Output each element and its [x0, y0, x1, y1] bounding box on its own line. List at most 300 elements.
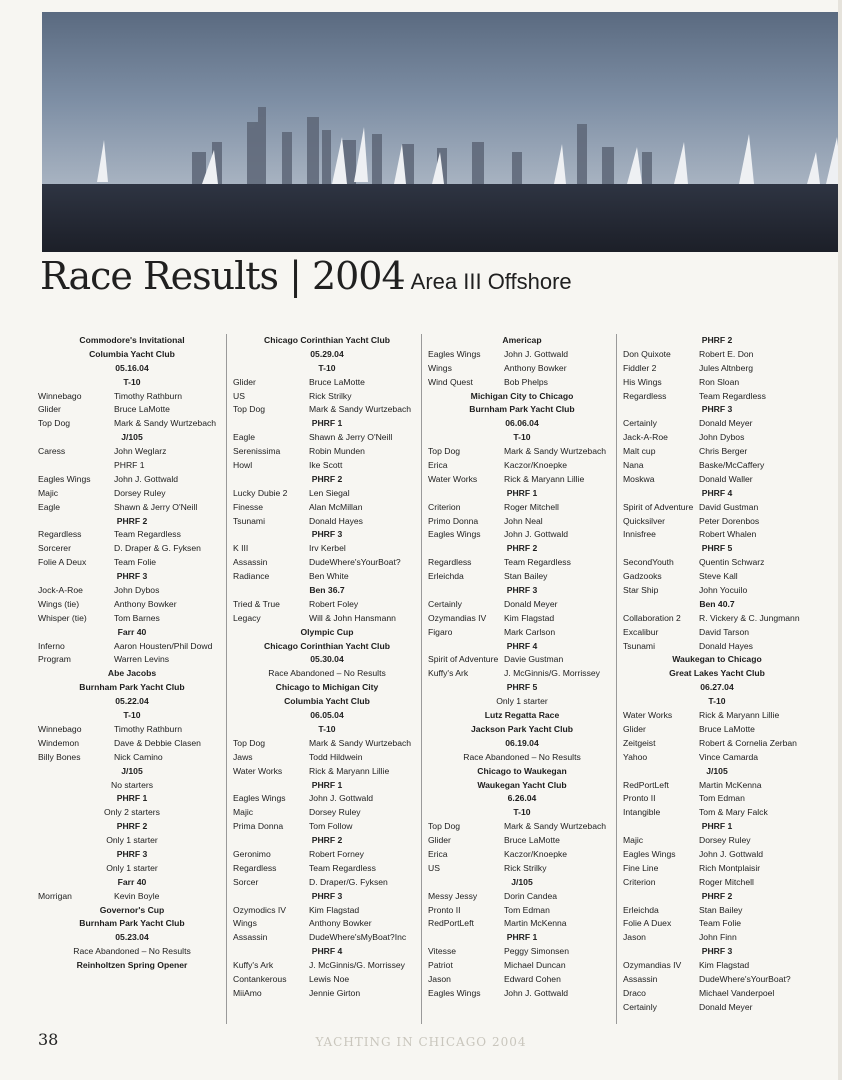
section-heading: Governor's Cup — [99, 904, 165, 915]
boat-name: Ozymandias IV — [623, 960, 682, 971]
result-entry — [38, 751, 226, 765]
boat-name: Caress — [38, 446, 66, 457]
result-entry — [428, 515, 616, 529]
boat-name: Erleichda — [623, 904, 659, 915]
result-entry — [38, 445, 226, 459]
section-heading: PHRF 3 — [701, 404, 733, 415]
result-entry — [38, 390, 226, 404]
boat-name: Jason — [428, 973, 451, 984]
result-entry — [428, 862, 616, 876]
boat-name: Water Works — [623, 710, 673, 721]
skipper-name: Warren Levins — [114, 654, 170, 665]
boat-name: SecondYouth — [623, 557, 674, 568]
result-entry — [233, 765, 421, 779]
result-entry — [38, 459, 226, 473]
result-entry — [623, 473, 811, 487]
skipper-name: PHRF 1 — [114, 460, 145, 471]
skipper-name: Aaron Housten/Phil Dowd — [114, 640, 213, 651]
boat-name: Innisfree — [623, 529, 656, 540]
result-entry — [233, 390, 421, 404]
skipper-name: Ben White — [309, 571, 349, 582]
boat-name: Primo Donna — [428, 515, 479, 526]
result-entry — [38, 723, 226, 737]
boat-name: Pronto II — [623, 793, 656, 804]
result-entry — [623, 501, 811, 515]
section-heading: PHRF 2 — [701, 890, 733, 901]
boat-name: Morrigan — [38, 890, 72, 901]
skipper-name: Dorsey Ruley — [114, 487, 166, 498]
boat-name: Contankerous — [233, 973, 287, 984]
result-entry — [428, 570, 616, 584]
boat-name: Certainly — [428, 598, 462, 609]
result-entry — [623, 751, 811, 765]
section-heading: PHRF 4 — [506, 640, 538, 651]
result-entry — [623, 806, 811, 820]
boat-name: Inferno — [38, 640, 65, 651]
skipper-name: Rick Strilky — [309, 390, 352, 401]
result-entry — [38, 487, 226, 501]
result-entry — [38, 653, 226, 667]
boat-name: Quicksilver — [623, 515, 666, 526]
skipper-name: Baske/McCaffery — [699, 460, 765, 471]
boat-name: Erica — [428, 848, 448, 859]
skipper-name: Mark & Sandy Wurtzebach — [309, 737, 412, 748]
section-heading: Commodore's Invitational — [79, 335, 185, 345]
boat-name: Ozymandias IV — [428, 612, 487, 623]
result-entry — [38, 403, 226, 417]
results-column-1 — [38, 334, 226, 973]
skipper-name: J. McGinnis/G. Morrissey — [504, 668, 600, 679]
result-entry — [428, 890, 616, 904]
result-entry — [623, 459, 811, 473]
skipper-name: Kim Flagstad — [504, 612, 555, 623]
boat-name: Intangible — [623, 807, 661, 818]
result-entry — [233, 542, 421, 556]
result-entry — [233, 792, 421, 806]
skipper-name: Dorsey Ruley — [309, 807, 361, 818]
boat-name: Top Dog — [428, 821, 461, 832]
skipper-name: Team Folie — [114, 557, 157, 568]
result-entry — [233, 487, 421, 501]
boat-name: Fine Line — [623, 862, 659, 873]
result-entry — [38, 417, 226, 431]
result-entry — [233, 848, 421, 862]
boat-name: MiiAmo — [233, 987, 262, 998]
boat-name: Wings — [233, 918, 257, 929]
boat-name: Ozymodics IV — [233, 904, 287, 915]
section-heading: Columbia Yacht Club — [284, 696, 370, 707]
section-heading: PHRF 3 — [116, 571, 148, 582]
boat-name: Don Quixote — [623, 348, 671, 359]
result-entry — [623, 612, 811, 626]
result-entry — [428, 501, 616, 515]
result-entry — [233, 820, 421, 834]
boat-name: Spirit of Adventure — [428, 654, 499, 665]
skipper-name: Rich Montplaisir — [699, 862, 761, 873]
section-heading: Abe Jacobs — [107, 668, 157, 679]
section-heading: Michigan City to Chicago — [470, 390, 574, 401]
boat-name: Patriot — [428, 960, 453, 971]
skipper-name: Kevin Boyle — [114, 890, 160, 901]
section-heading: PHRF 1 — [506, 932, 538, 943]
section-heading: PHRF 1 — [116, 793, 148, 804]
skipper-name: Quentin Schwarz — [699, 557, 765, 568]
boat-name: Draco — [623, 987, 646, 998]
skipper-name: John Dybos — [699, 432, 745, 443]
skipper-name: David Tarson — [699, 626, 749, 637]
boat-name: Regardless — [428, 557, 472, 568]
boat-name: Eagles Wings — [38, 473, 91, 484]
result-entry — [233, 987, 421, 1001]
boat-name: RedPortLeft — [623, 779, 669, 790]
skipper-name: Mark Carlson — [504, 626, 556, 637]
section-heading: PHRF 5 — [701, 543, 733, 554]
section-heading: PHRF 3 — [701, 946, 733, 957]
skipper-name: Len Siegal — [309, 487, 350, 498]
boat-name: Windemon — [38, 737, 80, 748]
skipper-name: Jules Altnberg — [699, 362, 753, 373]
skipper-name: Alan McMillan — [309, 501, 363, 512]
boat-name: Majic — [38, 487, 59, 498]
section-heading: Reinholtzen Spring Opener — [76, 960, 188, 971]
section-heading: T-10 — [318, 362, 336, 373]
skipper-name: Robin Munden — [309, 446, 365, 457]
result-entry — [233, 904, 421, 918]
section-heading: PHRF 2 — [701, 335, 733, 345]
skipper-name: J. McGinnis/G. Morrissey — [309, 960, 405, 971]
result-entry — [428, 348, 616, 362]
result-entry — [623, 362, 811, 376]
skipper-name: D. Draper/G. Fyksen — [309, 876, 388, 887]
skipper-name: Donald Meyer — [699, 1001, 753, 1012]
result-entry — [233, 445, 421, 459]
skipper-name: DudeWhere'sYourBoat? — [309, 557, 401, 568]
result-entry — [623, 640, 811, 654]
skipper-name: Timothy Rathburn — [114, 390, 182, 401]
section-heading: T-10 — [708, 696, 726, 707]
result-note: Race Abandoned – No Results — [268, 668, 386, 679]
page-subtitle: Area III Offshore — [410, 269, 572, 294]
boat-name — [38, 459, 114, 473]
result-entry — [428, 667, 616, 681]
boat-name: Collaboration 2 — [623, 612, 681, 623]
result-entry — [233, 917, 421, 931]
result-entry — [233, 403, 421, 417]
boat-name: Water Works — [233, 765, 283, 776]
skipper-name: Anthony Bowker — [114, 598, 177, 609]
result-entry — [38, 542, 226, 556]
section-heading: 05.29.04 — [310, 348, 344, 359]
section-heading: Waukegan Yacht Club — [477, 779, 567, 790]
section-heading: Farr 40 — [117, 626, 147, 637]
skipper-name: Donald Meyer — [699, 418, 753, 429]
result-entry — [428, 945, 616, 959]
skipper-name: Martin McKenna — [504, 918, 567, 929]
skipper-name: Dorsey Ruley — [699, 835, 751, 846]
section-heading: Ben 36.7 — [309, 585, 345, 596]
skipper-name: Steve Kall — [699, 571, 738, 582]
result-entry — [623, 445, 811, 459]
skipper-name: Kim Flagstad — [309, 904, 360, 915]
boat-name: Eagles Wings — [233, 793, 286, 804]
skipper-name: Todd Hildwein — [309, 751, 363, 762]
section-heading: PHRF 3 — [311, 529, 343, 540]
skipper-name: Team Regardless — [504, 557, 571, 568]
results-column-2 — [233, 334, 421, 1001]
result-entry — [623, 515, 811, 529]
column-divider — [226, 334, 227, 1024]
boat-name: Erica — [428, 460, 448, 471]
skipper-name: John Dybos — [114, 585, 160, 596]
result-entry — [428, 612, 616, 626]
boat-name: US — [233, 390, 245, 401]
boat-name: Eagles Wings — [428, 348, 481, 359]
section-heading: J/105 — [706, 765, 728, 776]
result-entry — [428, 459, 616, 473]
result-entry — [233, 751, 421, 765]
boat-name: Certainly — [623, 1001, 657, 1012]
skipper-name: David Gustman — [699, 501, 759, 512]
section-heading: T-10 — [318, 723, 336, 734]
skipper-name: Donald Waller — [699, 473, 753, 484]
skipper-name: Nick Camino — [114, 751, 163, 762]
skipper-name: John J. Gottwald — [504, 348, 569, 359]
section-heading: PHRF 1 — [506, 487, 538, 498]
section-heading: Great Lakes Yacht Club — [669, 668, 765, 679]
result-entry — [623, 626, 811, 640]
result-entry — [428, 904, 616, 918]
skipper-name: Michael Vanderpoel — [699, 987, 775, 998]
section-heading: Chicago Corinthian Yacht Club — [264, 335, 390, 345]
skipper-name: Peggy Simonsen — [504, 946, 569, 957]
skipper-name: Donald Meyer — [504, 598, 558, 609]
skipper-name: Bruce LaMotte — [114, 404, 170, 415]
section-heading: 05.22.04 — [115, 696, 149, 707]
boat-name: Yahoo — [623, 751, 648, 762]
result-entry — [623, 973, 811, 987]
section-heading: Americap — [502, 335, 542, 345]
skipper-name: Mark & Sandy Wurtzebach — [504, 821, 607, 832]
skipper-name: Will & John Hansmann — [309, 612, 396, 623]
result-entry — [38, 584, 226, 598]
section-heading: Burnham Park Yacht Club — [469, 404, 575, 415]
skipper-name: Davie Gustman — [504, 654, 564, 665]
section-heading: Chicago to Michigan City — [275, 682, 379, 693]
boat-name: Zeitgeist — [623, 737, 656, 748]
result-entry — [623, 376, 811, 390]
boat-name: Tsunami — [623, 640, 655, 651]
boat-name: Tsunami — [233, 515, 265, 526]
boat-name: Prima Donna — [233, 821, 284, 832]
boat-name: Glider — [428, 835, 451, 846]
boat-name: Radiance — [233, 571, 270, 582]
section-heading: Columbia Yacht Club — [89, 348, 175, 359]
result-entry — [38, 556, 226, 570]
boat-name: Folie A Duex — [623, 918, 672, 929]
boat-name: Majic — [623, 835, 644, 846]
boat-name: Assassin — [233, 932, 268, 943]
skipper-name: Edward Cohen — [504, 973, 561, 984]
result-entry — [38, 473, 226, 487]
result-entry — [233, 459, 421, 473]
boat-name: Jaws — [233, 751, 253, 762]
skipper-name: Roger Mitchell — [699, 876, 754, 887]
result-entry — [623, 917, 811, 931]
result-entry — [428, 959, 616, 973]
boat-name: Criterion — [623, 876, 656, 887]
boat-name: Top Dog — [233, 737, 266, 748]
boat-name: Gadzooks — [623, 571, 662, 582]
skipper-name: Vince Camarda — [699, 751, 759, 762]
boat-name: Assassin — [233, 557, 268, 568]
skipper-name: John Neal — [504, 515, 543, 526]
section-heading: 06.27.04 — [700, 682, 734, 693]
section-heading: PHRF 1 — [311, 418, 343, 429]
result-entry — [623, 959, 811, 973]
boat-name: Finesse — [233, 501, 264, 512]
skipper-name: Team Regardless — [699, 390, 766, 401]
skipper-name: Jennie Girton — [309, 987, 361, 998]
boat-name: Water Works — [428, 473, 478, 484]
result-entry — [428, 820, 616, 834]
skipper-name: Rick & Maryann Lillie — [504, 473, 585, 484]
section-heading: 06.06.04 — [505, 418, 539, 429]
result-entry — [233, 862, 421, 876]
skipper-name: Shawn & Jerry O'Neill — [309, 432, 393, 443]
skipper-name: Tom Follow — [309, 821, 353, 832]
result-entry — [623, 792, 811, 806]
skipper-name: Robert Foley — [309, 598, 359, 609]
result-entry — [38, 640, 226, 654]
result-entry — [623, 904, 811, 918]
skipper-name: Michael Duncan — [504, 960, 566, 971]
page-heading — [40, 254, 572, 298]
section-heading: 06.05.04 — [310, 710, 344, 721]
skipper-name: Bruce LaMotte — [309, 376, 365, 387]
skipper-name: DudeWhere'sMyBoat?Inc — [309, 932, 407, 943]
section-heading: PHRF 2 — [506, 543, 538, 554]
skipper-name: DudeWhere'sYourBoat? — [699, 973, 791, 984]
boat-name: Glider — [623, 723, 646, 734]
results-column-4 — [623, 334, 811, 1015]
skipper-name: Shawn & Jerry O'Neill — [114, 501, 198, 512]
skipper-name: Donald Hayes — [699, 640, 753, 651]
boat-name: Serenissima — [233, 446, 281, 457]
boat-name: Howl — [233, 460, 253, 471]
result-entry — [623, 584, 811, 598]
skipper-name: John Finn — [699, 932, 737, 943]
section-heading: 05.30.04 — [310, 654, 344, 665]
skipper-name: Rick & Maryann Lillie — [309, 765, 390, 776]
column-divider — [616, 334, 617, 1024]
boat-name: Whisper (tie) — [38, 612, 87, 623]
boat-name: Geronimo — [233, 848, 271, 859]
section-heading: PHRF 2 — [311, 473, 343, 484]
skipper-name: Chris Berger — [699, 446, 748, 457]
result-entry — [233, 876, 421, 890]
boat-name: Wind Quest — [428, 376, 473, 387]
page-number: 38 — [38, 1030, 59, 1049]
skipper-name: Team Regardless — [309, 862, 376, 873]
skipper-name: Ike Scott — [309, 460, 343, 471]
section-heading: 05.23.04 — [115, 932, 149, 943]
result-entry — [623, 876, 811, 890]
result-entry — [233, 973, 421, 987]
section-heading: PHRF 3 — [311, 890, 343, 901]
boat-name: Eagles Wings — [623, 848, 676, 859]
boat-name: Vitesse — [428, 946, 457, 957]
boat-name: Fiddler 2 — [623, 362, 657, 373]
result-entry — [233, 570, 421, 584]
boat-name: Eagles Wings — [428, 987, 481, 998]
skipper-name: D. Draper & G. Fyksen — [114, 543, 201, 554]
boat-name: Winnebago — [38, 390, 82, 401]
skipper-name: Anthony Bowker — [504, 362, 567, 373]
section-heading: T-10 — [123, 710, 141, 721]
boat-name: Glider — [233, 376, 256, 387]
result-entry — [623, 431, 811, 445]
section-heading: Olympic Cup — [300, 626, 354, 637]
boat-name: Criterion — [428, 501, 461, 512]
boat-name: Spirit of Adventure — [623, 501, 694, 512]
result-entry — [623, 931, 811, 945]
result-entry — [233, 806, 421, 820]
boat-name: Figaro — [428, 626, 453, 637]
section-heading: PHRF 1 — [701, 821, 733, 832]
skipper-name: John J. Gottwald — [699, 848, 764, 859]
boat-name: US — [428, 862, 440, 873]
result-entry — [623, 834, 811, 848]
boat-name: Kuffy's Ark — [428, 668, 469, 679]
result-entry — [623, 709, 811, 723]
result-entry — [428, 445, 616, 459]
boat-name: Eagles Wings — [428, 529, 481, 540]
boat-name: Tried & True — [233, 598, 280, 609]
boat-name: Legacy — [233, 612, 261, 623]
boat-name: Moskwa — [623, 473, 655, 484]
section-heading: T-10 — [513, 432, 531, 443]
boat-name: Malt cup — [623, 446, 656, 457]
skipper-name: Mark & Sandy Wurtzebach — [309, 404, 412, 415]
boat-name: Eagle — [233, 432, 255, 443]
skipper-name: Bruce LaMotte — [504, 835, 560, 846]
boat-name: Glider — [38, 404, 61, 415]
result-note: Race Abandoned – No Results — [73, 946, 191, 957]
boat-name: Regardless — [233, 862, 277, 873]
section-heading: Burnham Park Yacht Club — [79, 682, 185, 693]
skipper-name: Robert & Cornelia Zerban — [699, 737, 797, 748]
boat-name: Sorcer — [233, 876, 259, 887]
result-entry — [38, 890, 226, 904]
section-heading: J/105 — [121, 432, 143, 443]
boat-name: Nana — [623, 460, 644, 471]
skipper-name: Roger Mitchell — [504, 501, 559, 512]
result-note: Only 2 starters — [104, 807, 160, 818]
result-entry — [233, 612, 421, 626]
boat-name: Jock-A-Roe — [38, 585, 83, 596]
section-heading: Lutz Regatta Race — [484, 710, 560, 721]
skipper-name: Bob Phelps — [504, 376, 548, 387]
boat-name: Assassin — [623, 973, 658, 984]
result-entry — [623, 570, 811, 584]
section-heading: PHRF 3 — [116, 848, 148, 859]
publication-footer: YACHTING IN CHICAGO 2004 — [315, 1035, 527, 1049]
boat-name: Wings — [428, 362, 452, 373]
skipper-name: Kim Flagstad — [699, 960, 750, 971]
result-note: Only 1 starter — [106, 835, 158, 846]
result-entry — [233, 376, 421, 390]
section-heading: Burnham Park Yacht Club — [79, 918, 185, 929]
